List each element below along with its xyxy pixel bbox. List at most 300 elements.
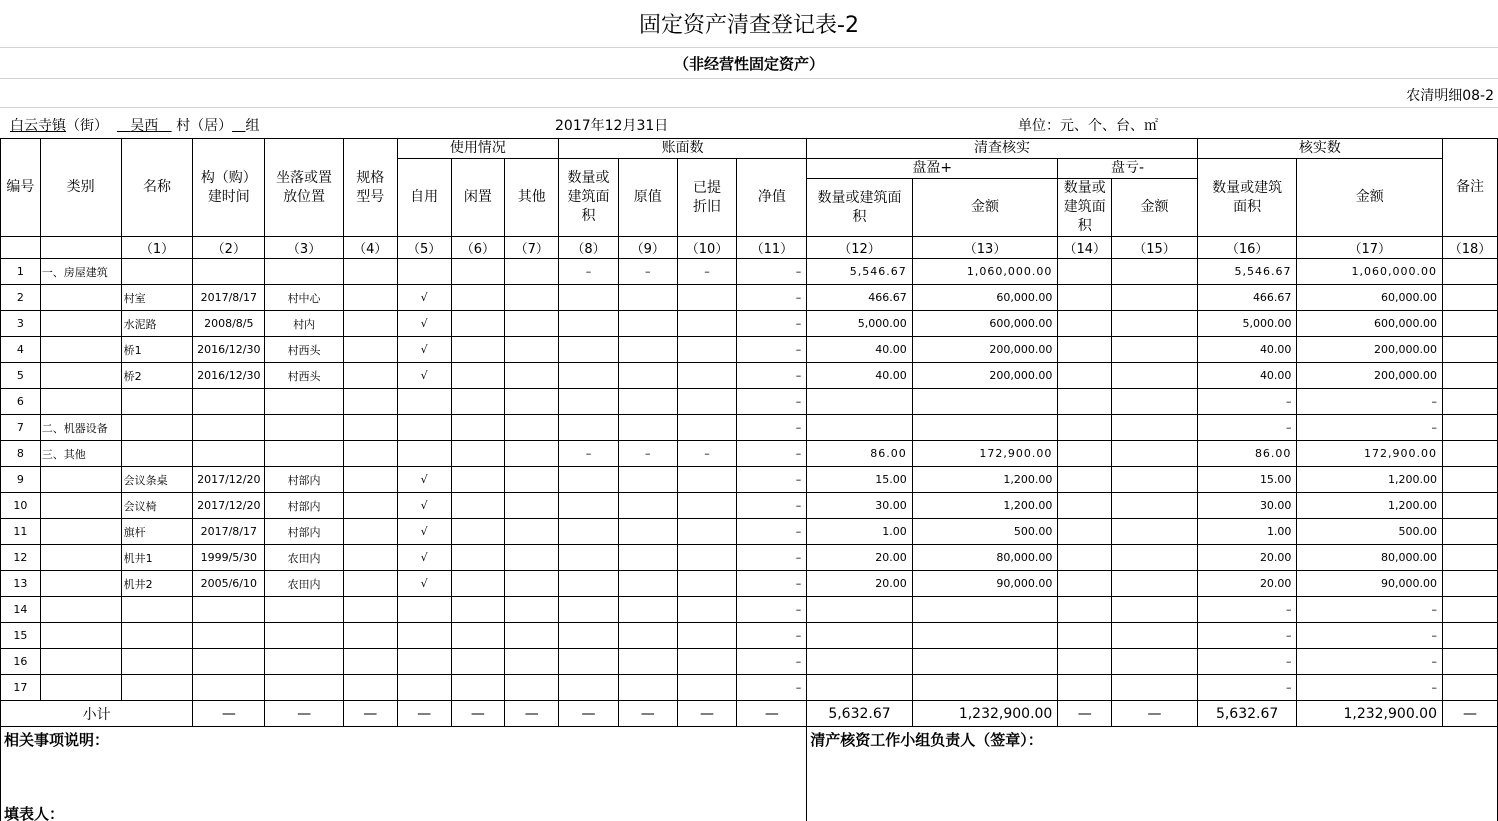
row-idle <box>451 389 505 415</box>
row-book-qty <box>559 519 619 545</box>
column-number: （17） <box>1297 237 1443 259</box>
asset-table <box>0 138 1498 821</box>
row-category <box>40 597 121 623</box>
header-spec: 规格型号 <box>343 139 397 237</box>
row-net-value: – <box>737 363 807 389</box>
column-number: （6） <box>451 237 505 259</box>
row-build-time <box>193 441 265 467</box>
row-depreciation <box>677 545 737 571</box>
row-book-qty: – <box>559 259 619 285</box>
subtotal-dash: — <box>505 701 559 727</box>
row-remarks <box>1442 285 1497 311</box>
row-other <box>505 545 559 571</box>
column-number: （2） <box>193 237 265 259</box>
header-no: 编号 <box>1 139 41 237</box>
row-build-time: 2008/8/5 <box>193 311 265 337</box>
row-remarks <box>1442 467 1497 493</box>
row-other <box>505 441 559 467</box>
row-surplus-qty <box>807 623 913 649</box>
row-build-time <box>193 597 265 623</box>
row-idle <box>451 519 505 545</box>
row-idle <box>451 493 505 519</box>
row-build-time <box>193 415 265 441</box>
table-row <box>1 675 1498 701</box>
colnum-blank <box>1 237 41 259</box>
column-number: （12） <box>807 237 913 259</box>
row-deficit-amount <box>1112 675 1198 701</box>
form-code-row <box>0 79 1498 108</box>
row-verified-amount: 500.00 <box>1297 519 1443 545</box>
row-net-value: – <box>737 415 807 441</box>
row-name: 桥2 <box>121 363 193 389</box>
row-other <box>505 519 559 545</box>
row-verified-amount: – <box>1297 415 1443 441</box>
row-depreciation <box>677 597 737 623</box>
row-other <box>505 363 559 389</box>
row-orig-value: – <box>618 441 677 467</box>
row-build-time: 2017/8/17 <box>193 519 265 545</box>
row-verified-qty: 1.00 <box>1197 519 1297 545</box>
row-depreciation <box>677 415 737 441</box>
row-spec <box>343 415 397 441</box>
row-build-time: 2017/12/20 <box>193 467 265 493</box>
row-orig-value <box>618 363 677 389</box>
row-idle <box>451 675 505 701</box>
header-remarks: 备注 <box>1442 139 1497 237</box>
row-book-qty: – <box>559 441 619 467</box>
row-orig-value <box>618 311 677 337</box>
row-remarks <box>1442 597 1497 623</box>
row-deficit-qty <box>1058 337 1112 363</box>
row-number: 4 <box>1 337 41 363</box>
row-category <box>40 519 121 545</box>
row-verified-qty: 30.00 <box>1197 493 1297 519</box>
subtotal-dash: — <box>677 701 737 727</box>
row-self-use <box>397 389 451 415</box>
row-verified-amount: 172,900.00 <box>1297 441 1443 467</box>
group-blank <box>232 118 245 134</box>
row-category <box>40 623 121 649</box>
subtotal-dash: — <box>1058 701 1112 727</box>
row-orig-value <box>618 285 677 311</box>
row-surplus-qty: 40.00 <box>807 363 913 389</box>
row-surplus-amount <box>912 415 1058 441</box>
row-self-use: √ <box>397 571 451 597</box>
row-surplus-amount <box>912 389 1058 415</box>
row-depreciation <box>677 467 737 493</box>
row-orig-value <box>618 337 677 363</box>
column-number: （16） <box>1197 237 1297 259</box>
row-net-value: – <box>737 337 807 363</box>
row-depreciation <box>677 337 737 363</box>
row-remarks <box>1442 441 1497 467</box>
row-self-use <box>397 441 451 467</box>
row-orig-value <box>618 467 677 493</box>
row-spec <box>343 493 397 519</box>
row-surplus-amount: 200,000.00 <box>912 337 1058 363</box>
row-location <box>265 597 344 623</box>
row-other <box>505 415 559 441</box>
row-deficit-amount <box>1112 363 1198 389</box>
header-orig-value: 原值 <box>618 159 677 237</box>
row-verified-amount: – <box>1297 389 1443 415</box>
row-remarks <box>1442 259 1497 285</box>
row-deficit-amount <box>1112 571 1198 597</box>
row-book-qty <box>559 675 619 701</box>
row-net-value: – <box>737 259 807 285</box>
row-name <box>121 415 193 441</box>
row-spec <box>343 311 397 337</box>
row-spec <box>343 389 397 415</box>
header-surplus-qty: 数量或建筑面积 <box>807 179 913 237</box>
row-book-qty <box>559 649 619 675</box>
row-remarks <box>1442 337 1497 363</box>
row-verified-qty: 5,000.00 <box>1197 311 1297 337</box>
row-surplus-qty: 86.00 <box>807 441 913 467</box>
row-surplus-qty <box>807 597 913 623</box>
row-self-use: √ <box>397 311 451 337</box>
row-book-qty <box>559 571 619 597</box>
row-name <box>121 259 193 285</box>
row-location: 村西头 <box>265 363 344 389</box>
row-deficit-qty <box>1058 311 1112 337</box>
row-surplus-amount: 200,000.00 <box>912 363 1058 389</box>
row-verified-qty: 20.00 <box>1197 571 1297 597</box>
row-category <box>40 389 121 415</box>
subtotal-dash: — <box>343 701 397 727</box>
row-spec <box>343 571 397 597</box>
column-number: （18） <box>1442 237 1497 259</box>
row-verified-qty: 40.00 <box>1197 337 1297 363</box>
header-deficit-qty: 数量或建筑面积 <box>1058 179 1112 237</box>
row-spec <box>343 519 397 545</box>
row-other <box>505 493 559 519</box>
row-location: 农田内 <box>265 545 344 571</box>
column-number: （5） <box>397 237 451 259</box>
row-name: 会议椅 <box>121 493 193 519</box>
row-depreciation: – <box>677 441 737 467</box>
row-idle <box>451 363 505 389</box>
row-verified-amount: 200,000.00 <box>1297 337 1443 363</box>
row-surplus-qty: 20.00 <box>807 571 913 597</box>
town-name: 白云寺镇 <box>10 118 66 134</box>
row-orig-value <box>618 415 677 441</box>
row-depreciation <box>677 493 737 519</box>
row-deficit-qty <box>1058 441 1112 467</box>
row-number: 6 <box>1 389 41 415</box>
row-book-qty <box>559 311 619 337</box>
row-name <box>121 597 193 623</box>
subtotal-dash: — <box>737 701 807 727</box>
notes-left <box>1 727 807 821</box>
row-name <box>121 389 193 415</box>
row-self-use <box>397 623 451 649</box>
header-surplus-amount: 金额 <box>912 179 1058 237</box>
subtotal-surplus-amount: 1,232,900.00 <box>912 701 1058 727</box>
unit-label: 单位：元、个、台、㎡ <box>1018 118 1158 134</box>
row-remarks <box>1442 415 1497 441</box>
village-name: 吴西 <box>130 118 159 134</box>
row-deficit-qty <box>1058 259 1112 285</box>
row-location: 村部内 <box>265 519 344 545</box>
row-remarks <box>1442 493 1497 519</box>
row-deficit-qty <box>1058 649 1112 675</box>
row-verified-amount: – <box>1297 623 1443 649</box>
row-surplus-amount: 90,000.00 <box>912 571 1058 597</box>
subtotal-dash: — <box>559 701 619 727</box>
subtotal-dash: — <box>193 701 265 727</box>
subtotal-surplus-qty: 5,632.67 <box>807 701 913 727</box>
row-depreciation <box>677 285 737 311</box>
row-remarks <box>1442 545 1497 571</box>
row-deficit-amount <box>1112 415 1198 441</box>
column-number: （13） <box>912 237 1058 259</box>
subtotal-verified-amount: 1,232,900.00 <box>1297 701 1443 727</box>
page-title: 固定资产清查登记表-2 <box>0 0 1498 48</box>
table-row <box>1 597 1498 623</box>
town-suffix: （街） <box>66 118 108 134</box>
table-row <box>1 519 1498 545</box>
row-orig-value: – <box>618 259 677 285</box>
form-code: 农清明细08-2 <box>1406 88 1494 104</box>
row-verified-qty: – <box>1197 649 1297 675</box>
row-category <box>40 675 121 701</box>
row-category <box>40 467 121 493</box>
row-verified-amount: 1,200.00 <box>1297 493 1443 519</box>
row-deficit-amount <box>1112 519 1198 545</box>
row-idle <box>451 259 505 285</box>
row-number: 12 <box>1 545 41 571</box>
row-verified-amount: – <box>1297 675 1443 701</box>
row-verified-qty: 15.00 <box>1197 467 1297 493</box>
row-build-time <box>193 623 265 649</box>
row-name: 机井2 <box>121 571 193 597</box>
row-deficit-amount <box>1112 545 1198 571</box>
column-number: （4） <box>343 237 397 259</box>
row-deficit-qty <box>1058 285 1112 311</box>
row-number: 15 <box>1 623 41 649</box>
row-surplus-amount: 60,000.00 <box>912 285 1058 311</box>
header-check: 清查核实 <box>807 139 1198 159</box>
header-name: 名称 <box>121 139 193 237</box>
row-deficit-qty <box>1058 545 1112 571</box>
row-category <box>40 493 121 519</box>
row-verified-qty: 5,546.67 <box>1197 259 1297 285</box>
row-remarks <box>1442 389 1497 415</box>
row-category: 二、机器设备 <box>40 415 121 441</box>
row-net-value: – <box>737 519 807 545</box>
row-depreciation <box>677 571 737 597</box>
row-build-time: 2017/8/17 <box>193 285 265 311</box>
column-number: （8） <box>559 237 619 259</box>
row-deficit-qty <box>1058 467 1112 493</box>
row-other <box>505 467 559 493</box>
row-verified-qty: 466.67 <box>1197 285 1297 311</box>
row-surplus-qty: 15.00 <box>807 467 913 493</box>
row-number: 1 <box>1 259 41 285</box>
row-verified-qty: 40.00 <box>1197 363 1297 389</box>
subtotal-verified-qty: 5,632.67 <box>1197 701 1297 727</box>
row-net-value: – <box>737 597 807 623</box>
table-row <box>1 493 1498 519</box>
header-category: 类别 <box>40 139 121 237</box>
row-category <box>40 649 121 675</box>
row-name: 村室 <box>121 285 193 311</box>
row-build-time <box>193 675 265 701</box>
row-deficit-qty <box>1058 493 1112 519</box>
row-surplus-qty: 20.00 <box>807 545 913 571</box>
subtotal-label: 小计 <box>1 701 193 727</box>
row-surplus-qty: 30.00 <box>807 493 913 519</box>
row-name: 水泥路 <box>121 311 193 337</box>
row-spec <box>343 441 397 467</box>
row-verified-amount: 60,000.00 <box>1297 285 1443 311</box>
row-location: 村部内 <box>265 467 344 493</box>
row-other <box>505 623 559 649</box>
row-surplus-amount: 600,000.00 <box>912 311 1058 337</box>
row-book-qty <box>559 467 619 493</box>
row-idle <box>451 623 505 649</box>
row-surplus-qty <box>807 649 913 675</box>
row-book-qty <box>559 597 619 623</box>
table-row <box>1 259 1498 285</box>
row-orig-value <box>618 649 677 675</box>
row-name: 机井1 <box>121 545 193 571</box>
related-notes-label: 相关事项说明： <box>4 731 110 749</box>
row-verified-amount: 1,060,000.00 <box>1297 259 1443 285</box>
row-surplus-qty: 1.00 <box>807 519 913 545</box>
location-line <box>10 115 259 135</box>
row-idle <box>451 337 505 363</box>
row-category <box>40 571 121 597</box>
row-category: 三、其他 <box>40 441 121 467</box>
row-number: 8 <box>1 441 41 467</box>
row-number: 13 <box>1 571 41 597</box>
row-net-value: – <box>737 675 807 701</box>
row-depreciation <box>677 675 737 701</box>
table-row <box>1 545 1498 571</box>
subtotal-row <box>1 701 1498 727</box>
header-verified-amount: 金额 <box>1297 159 1443 237</box>
row-surplus-qty <box>807 415 913 441</box>
subtotal-dash: — <box>451 701 505 727</box>
header-location: 坐落或置放位置 <box>265 139 344 237</box>
header-surplus: 盘盈+ <box>807 159 1058 179</box>
row-surplus-qty <box>807 675 913 701</box>
row-deficit-qty <box>1058 675 1112 701</box>
row-remarks <box>1442 623 1497 649</box>
page-subtitle: （非经营性固定资产） <box>0 48 1498 79</box>
group-suffix: 组 <box>245 118 260 134</box>
row-deficit-qty <box>1058 519 1112 545</box>
row-spec <box>343 545 397 571</box>
row-orig-value <box>618 389 677 415</box>
info-row <box>0 108 1498 138</box>
village-suffix: 村（居） <box>176 118 233 134</box>
row-idle <box>451 441 505 467</box>
row-spec <box>343 363 397 389</box>
row-number: 16 <box>1 649 41 675</box>
table-row <box>1 311 1498 337</box>
row-net-value: – <box>737 623 807 649</box>
header-usage: 使用情况 <box>397 139 558 159</box>
row-self-use: √ <box>397 337 451 363</box>
row-verified-qty: – <box>1197 623 1297 649</box>
header-idle: 闲置 <box>451 159 505 237</box>
row-location <box>265 441 344 467</box>
row-deficit-qty <box>1058 389 1112 415</box>
row-net-value: – <box>737 545 807 571</box>
row-verified-amount: – <box>1297 649 1443 675</box>
row-location <box>265 649 344 675</box>
row-category: 一、房屋建筑 <box>40 259 121 285</box>
row-idle <box>451 597 505 623</box>
row-name <box>121 441 193 467</box>
row-orig-value <box>618 675 677 701</box>
row-orig-value <box>618 597 677 623</box>
row-deficit-amount <box>1112 285 1198 311</box>
header-deficit: 盘亏- <box>1058 159 1197 179</box>
row-build-time <box>193 259 265 285</box>
row-book-qty <box>559 337 619 363</box>
row-category <box>40 337 121 363</box>
column-number: （14） <box>1058 237 1112 259</box>
row-verified-qty: – <box>1197 415 1297 441</box>
row-remarks <box>1442 675 1497 701</box>
row-surplus-amount <box>912 649 1058 675</box>
row-number: 14 <box>1 597 41 623</box>
row-number: 9 <box>1 467 41 493</box>
row-deficit-amount <box>1112 441 1198 467</box>
row-depreciation <box>677 519 737 545</box>
row-surplus-amount <box>912 675 1058 701</box>
row-self-use: √ <box>397 493 451 519</box>
row-deficit-amount <box>1112 311 1198 337</box>
row-deficit-amount <box>1112 389 1198 415</box>
row-deficit-amount <box>1112 337 1198 363</box>
column-number: （11） <box>737 237 807 259</box>
row-depreciation <box>677 649 737 675</box>
row-number: 11 <box>1 519 41 545</box>
header-book: 账面数 <box>559 139 807 159</box>
row-category <box>40 545 121 571</box>
row-self-use: √ <box>397 545 451 571</box>
row-orig-value <box>618 493 677 519</box>
header-net-value: 净值 <box>737 159 807 237</box>
row-location: 农田内 <box>265 571 344 597</box>
row-build-time: 1999/5/30 <box>193 545 265 571</box>
row-idle <box>451 649 505 675</box>
row-depreciation <box>677 363 737 389</box>
row-spec <box>343 285 397 311</box>
row-depreciation <box>677 623 737 649</box>
row-location <box>265 675 344 701</box>
column-number: （9） <box>618 237 677 259</box>
row-remarks <box>1442 519 1497 545</box>
row-build-time: 2016/12/30 <box>193 337 265 363</box>
table-row <box>1 415 1498 441</box>
header-other: 其他 <box>505 159 559 237</box>
header-verified: 核实数 <box>1197 139 1442 159</box>
row-number: 10 <box>1 493 41 519</box>
column-number: （15） <box>1112 237 1198 259</box>
row-net-value: – <box>737 571 807 597</box>
row-self-use <box>397 597 451 623</box>
row-location <box>265 623 344 649</box>
row-other <box>505 389 559 415</box>
row-book-qty <box>559 545 619 571</box>
row-self-use <box>397 415 451 441</box>
